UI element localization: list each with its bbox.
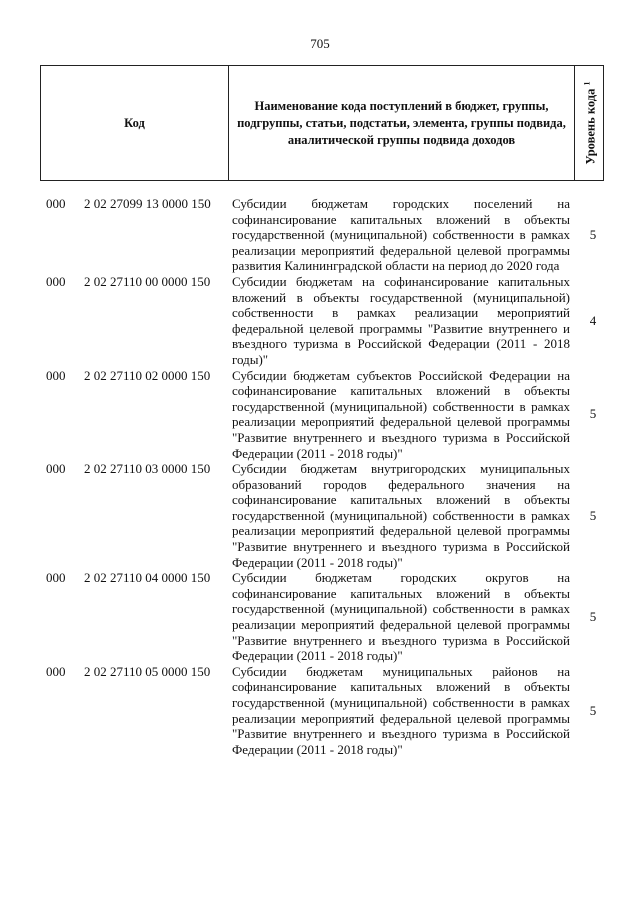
header-level-text: Уровень кода <box>583 88 598 165</box>
row-code: 2 02 27110 00 0000 150 <box>84 273 211 289</box>
row-name: Субсидии бюджетам на софинансирование капитальных вложений в объекты государственной (муниципальной) собственности в рамках реализации мероприятий федеральной целевой программы "Развитие внутреннего и въездного туризма в Российской Федерации (2011 - 2018 годы)" <box>232 273 570 367</box>
row-level: 5 <box>589 507 597 523</box>
row-level: 5 <box>589 609 597 625</box>
header-code: Код <box>41 66 229 180</box>
row-prefix: 000 <box>46 273 66 289</box>
row-name: Субсидии бюджетам внутригородских муниципальных образований городов федерального значения на софинансирование капитальных вложений в объекты государственной (муниципальной) собственности в рамках реализации мероприятий федеральной целевой программы "Развитие внутреннего и въездного туризма в Российской Федерации (2011 - 2018 годы)" <box>232 461 570 570</box>
row-level: 5 <box>589 702 597 718</box>
row-prefix: 000 <box>46 196 66 211</box>
row-name: Субсидии бюджетам муниципальных районов на софинансирование капитальных вложений в объекты государственной (муниципальной) собственности в рамках реализации мероприятий федеральной целевой программы "Развитие внутреннего и въездного туризма в Российской Федерации (2011 - 2018 годы)" <box>232 663 570 757</box>
table-row <box>0 196 640 274</box>
row-prefix: 000 <box>46 367 66 383</box>
row-name: Субсидии бюджетам субъектов Российской Федерации на софинансирование капитальных вложений в объекты государственной (муниципальной) собственности в рамках реализации мероприятий федеральной целевой программы "Развитие внутреннего и въездного туризма в Российской Федерации (2011 - 2018 годы)" <box>232 367 570 461</box>
row-level: 4 <box>589 312 597 328</box>
table-row <box>0 274 640 368</box>
table-body <box>0 196 640 757</box>
header-level-footnote: 1 <box>582 81 592 86</box>
row-level: 5 <box>589 227 597 243</box>
row-code: 2 02 27099 13 0000 150 <box>84 196 211 211</box>
row-prefix: 000 <box>46 663 66 679</box>
row-code: 2 02 27110 05 0000 150 <box>84 663 211 679</box>
row-prefix: 000 <box>46 461 66 477</box>
row-code: 2 02 27110 03 0000 150 <box>84 461 211 477</box>
table-row <box>0 368 640 462</box>
header-level <box>575 66 603 180</box>
table-row <box>0 664 640 758</box>
table-row <box>0 570 640 664</box>
header-name: Наименование кода поступлений в бюджет, группы, подгруппы, статьи, подстатьи, элемента, группы подвида, аналитической группы подвида доходов <box>229 66 575 180</box>
header-level-label <box>578 82 599 165</box>
row-name: Субсидии бюджетам городских поселений на софинансирование капитальных вложений в объекты государственной (муниципальной) собственности в рамках реализации мероприятий федеральной целевой программы развития Калининградской области на период до 2020 года <box>232 196 570 274</box>
table-row <box>0 461 640 570</box>
row-code: 2 02 27110 04 0000 150 <box>84 570 211 586</box>
row-level: 5 <box>589 406 597 422</box>
row-name: Субсидии бюджетам городских округов на софинансирование капитальных вложений в объекты государственной (муниципальной) собственности в рамках реализации мероприятий федеральной целевой программы "Развитие внутреннего и въездного туризма в Российской Федерации (2011 - 2018 годы)" <box>232 570 570 664</box>
row-prefix: 000 <box>46 570 66 586</box>
page-number: 705 <box>310 36 330 51</box>
row-code: 2 02 27110 02 0000 150 <box>84 367 211 383</box>
table-header <box>40 65 604 181</box>
